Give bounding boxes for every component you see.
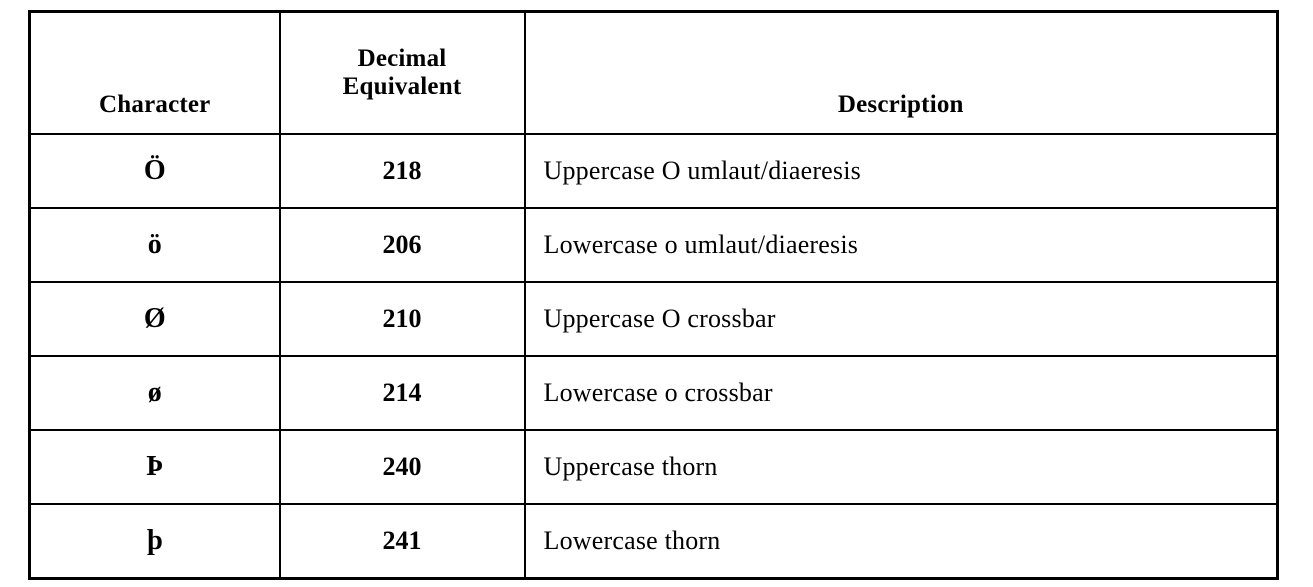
cell-decimal: 214 bbox=[280, 356, 525, 430]
cell-description: Uppercase O umlaut/diaeresis bbox=[525, 134, 1278, 208]
cell-description: Uppercase thorn bbox=[525, 430, 1278, 504]
cell-character: ö bbox=[30, 208, 280, 282]
character-table-container bbox=[28, 10, 1276, 580]
cell-character: ø bbox=[30, 356, 280, 430]
column-header-decimal-equivalent bbox=[280, 12, 525, 135]
cell-character: þ bbox=[30, 504, 280, 579]
table-header-row bbox=[30, 12, 1278, 135]
cell-decimal: 240 bbox=[280, 430, 525, 504]
cell-decimal: 241 bbox=[280, 504, 525, 579]
cell-description: Uppercase O crossbar bbox=[525, 282, 1278, 356]
cell-decimal: 210 bbox=[280, 282, 525, 356]
column-header-character-label: Character bbox=[99, 91, 211, 118]
cell-description: Lowercase o crossbar bbox=[525, 356, 1278, 430]
column-header-description bbox=[525, 12, 1278, 135]
table-header bbox=[30, 12, 1278, 135]
cell-description: Lowercase thorn bbox=[525, 504, 1278, 579]
cell-decimal: 218 bbox=[280, 134, 525, 208]
character-set-table bbox=[28, 10, 1279, 580]
table-body bbox=[30, 134, 1278, 579]
table-row bbox=[30, 504, 1278, 579]
table-row bbox=[30, 430, 1278, 504]
table-row bbox=[30, 208, 1278, 282]
column-header-character bbox=[30, 12, 280, 135]
table-row bbox=[30, 356, 1278, 430]
column-header-description-label: Description bbox=[837, 91, 964, 118]
cell-description: Lowercase o umlaut/diaeresis bbox=[525, 208, 1278, 282]
cell-character: Ö bbox=[30, 134, 280, 208]
column-header-decimal-line2: Equivalent bbox=[342, 73, 462, 100]
cell-character: Ø bbox=[30, 282, 280, 356]
column-header-decimal-line1: Decimal bbox=[357, 45, 447, 72]
table-row bbox=[30, 134, 1278, 208]
cell-decimal: 206 bbox=[280, 208, 525, 282]
cell-character: Þ bbox=[30, 430, 280, 504]
table-row bbox=[30, 282, 1278, 356]
